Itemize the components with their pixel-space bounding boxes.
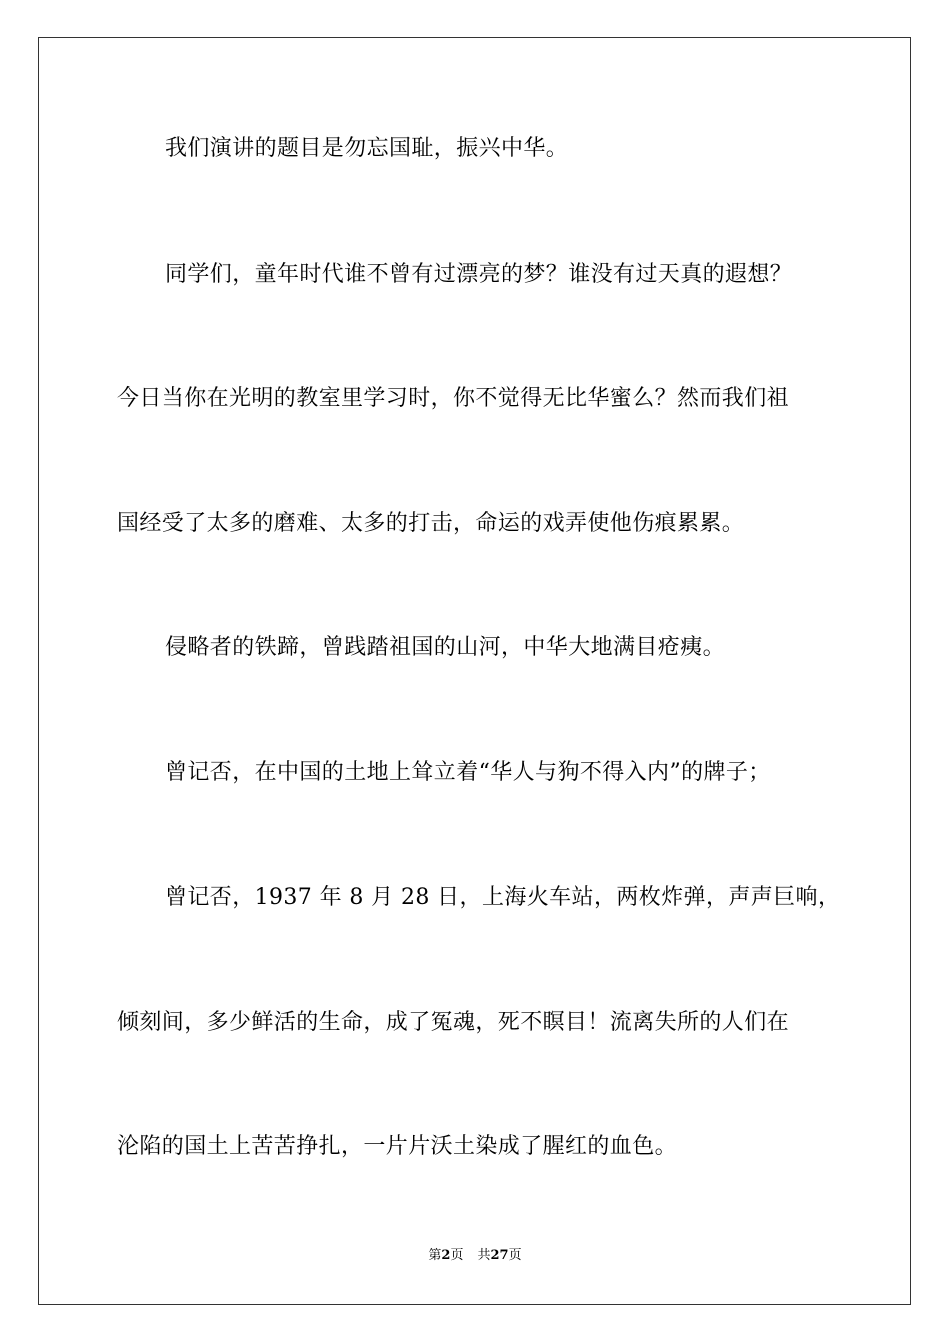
- page-number: 2: [441, 1248, 451, 1263]
- page-border: [38, 37, 911, 1305]
- page-suffix: 页: [450, 1248, 464, 1263]
- paragraph-line-7: 曾记否，1937 年 8 月 28 日，上海火车站，两枚炸弹，声声巨响，: [165, 885, 841, 910]
- total-suffix: 页: [508, 1248, 522, 1263]
- paragraph-line-2: 同学们，童年时代谁不曾有过漂亮的梦？谁没有过天真的遐想？: [165, 262, 793, 287]
- total-prefix: 共: [477, 1248, 491, 1263]
- page-prefix: 第: [428, 1248, 442, 1263]
- paragraph-line-9: 沦陷的国土上苦苦挣扎，一片片沃土染成了腥红的血色。: [117, 1134, 678, 1159]
- paragraph-line-6: 曾记否，在中国的土地上耸立着“华人与狗不得入内”的牌子；: [165, 760, 771, 785]
- paragraph-line-8: 倾刻间，多少鲜活的生命，成了冤魂，死不瞑目！流离失所的人们在: [117, 1010, 790, 1035]
- paragraph-line-4: 国经受了太多的磨难、太多的打击，命运的戏弄使他伤痕累累。: [117, 511, 745, 536]
- total-pages: 27: [490, 1248, 509, 1263]
- paragraph-line-3: 今日当你在光明的教室里学习时，你不觉得无比华蜜么？然而我们祖: [117, 386, 790, 411]
- paragraph-line-5: 侵略者的铁蹄，曾践踏祖国的山河，中华大地满目疮痍。: [165, 635, 726, 660]
- page-footer: [0, 1247, 950, 1265]
- paragraph-line-1: 我们演讲的题目是勿忘国耻，振兴中华。: [165, 136, 569, 161]
